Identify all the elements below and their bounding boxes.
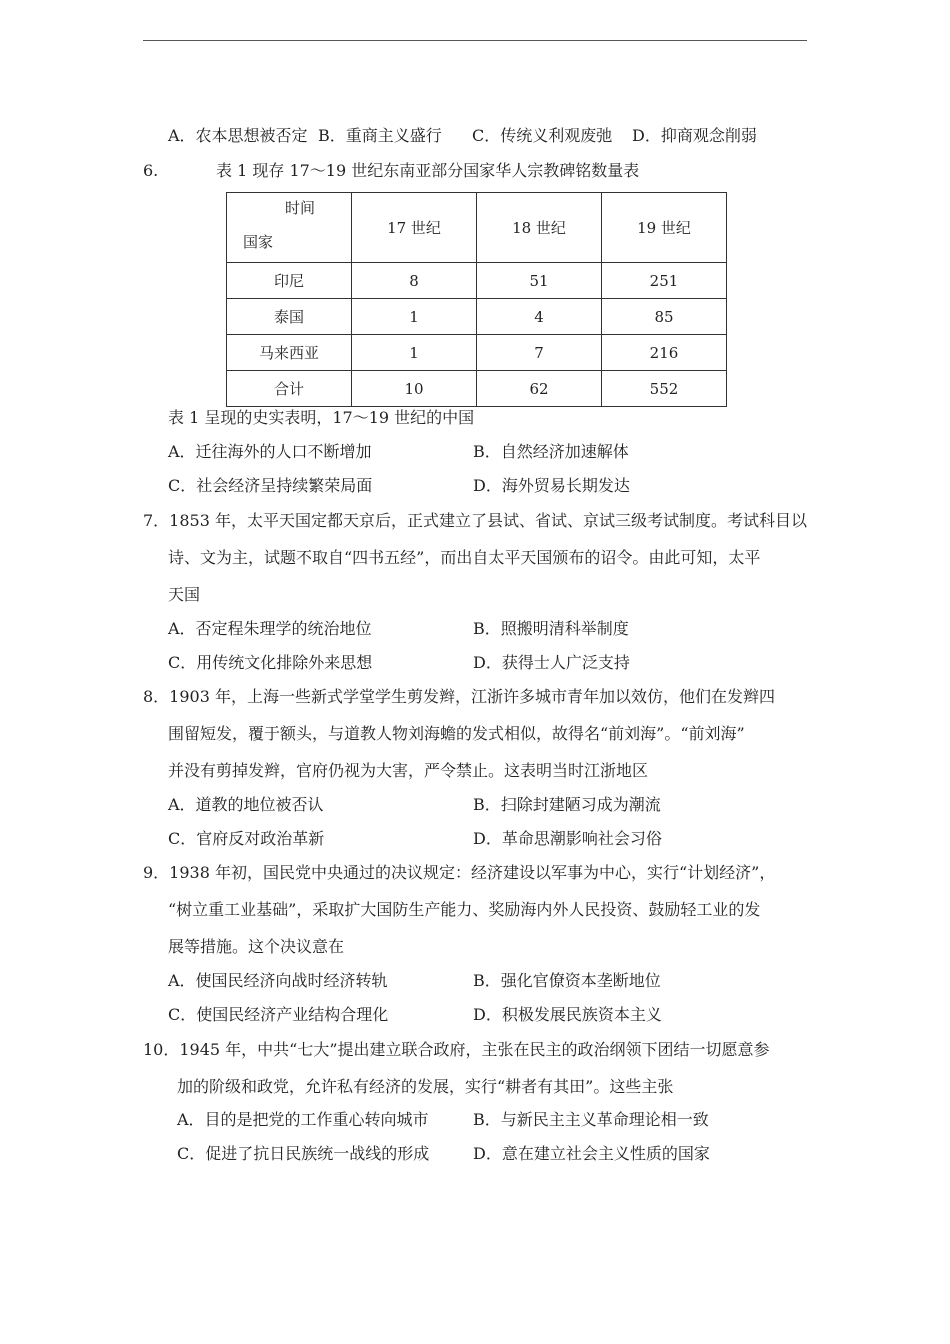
q7-option-c: C．用传统文化排除外来思想 [168, 653, 373, 672]
q8-option-c: C．官府反对政治革新 [168, 829, 325, 848]
q6-option-d: D．海外贸易长期发达 [473, 476, 630, 495]
q9-option-d: D．积极发展民族资本主义 [473, 1005, 662, 1024]
q7-option-a: A．否定程朱理学的统治地位 [168, 619, 372, 638]
q9-option-a: A．使国民经济向战时经济转轨 [168, 971, 388, 990]
q5-option-c: C．传统义利观废弛 [472, 126, 613, 145]
table-row-total [227, 371, 727, 407]
table-cell-country: 合计 [227, 371, 352, 407]
q8-stem-line-3: 并没有剪掉发辫，官府仍视为大害，严令禁止。这表明当时江浙地区 [168, 761, 649, 780]
corner-time-label: 时间 [285, 199, 316, 217]
table-cell: 1 [352, 335, 477, 371]
q7-stem-line-1: 7．1853 年，太平天国定都天京后，正式建立了县试、省试、京试三级考试制度。考试科目以 [143, 511, 807, 530]
q7-option-b: B．照搬明清科举制度 [473, 619, 629, 638]
q5-option-b: B．重商主义盛行 [318, 126, 442, 145]
q10-option-b: B．与新民主主义革命理论相一致 [473, 1110, 709, 1129]
q8-stem-line-1: 8．1903 年，上海一些新式学堂学生剪发辫，江浙许多城市青年加以效仿，他们在发辫四 [143, 687, 775, 706]
q7-stem-line-2: 诗、文为主，试题不取自“四书五经”，而出自太平天国颁布的诏令。由此可知，太平 [168, 548, 761, 567]
q7-option-d: D．获得士人广泛支持 [473, 653, 630, 672]
table-cell-country: 马来西亚 [227, 335, 352, 371]
q9-option-b: B．强化官僚资本垄断地位 [473, 971, 661, 990]
q5-option-a: A．农本思想被否定 [168, 126, 308, 145]
q8-option-a: A．道教的地位被否认 [168, 795, 324, 814]
table-cell: 10 [352, 371, 477, 407]
table-cell: 85 [602, 299, 727, 335]
q10-option-d: D．意在建立社会主义性质的国家 [473, 1144, 710, 1163]
table-row [227, 263, 727, 299]
header-rule [143, 40, 807, 41]
q6-stem: 表 1 呈现的史实表明，17～19 世纪的中国 [168, 408, 475, 427]
table-cell: 51 [477, 263, 602, 299]
table-header-19c: 19 世纪 [602, 193, 727, 263]
q8-option-d: D．革命思潮影响社会习俗 [473, 829, 662, 848]
table-cell: 1 [352, 299, 477, 335]
q9-stem-line-1: 9．1938 年初，国民党中央通过的决议规定：经济建设以军事为中心，实行“计划经济”， [143, 863, 776, 882]
q9-stem-line-2: “树立重工业基础”，采取扩大国防生产能力、奖励海内外人民投资、鼓励轻工业的发 [168, 900, 761, 919]
q10-stem-line-1: 10．1945 年，中共“七大”提出建立联合政府，主张在民主的政治纲领下团结一切愿意参 [143, 1040, 770, 1059]
table-cell: 4 [477, 299, 602, 335]
table-row [227, 335, 727, 371]
q6-table-caption: 表 1 现存 17～19 世纪东南亚部分国家华人宗教碑铭数量表 [216, 161, 640, 180]
q6-option-c: C．社会经济呈持续繁荣局面 [168, 476, 373, 495]
q6-option-a: A．迁往海外的人口不断增加 [168, 442, 372, 461]
table-cell: 62 [477, 371, 602, 407]
q10-stem-line-2: 加的阶级和政党，允许私有经济的发展，实行“耕者有其田”。这些主张 [177, 1077, 674, 1096]
table-cell: 251 [602, 263, 727, 299]
table-cell: 8 [352, 263, 477, 299]
corner-country-label: 国家 [243, 233, 274, 251]
table-cell-country: 泰国 [227, 299, 352, 335]
table-header-18c: 18 世纪 [477, 193, 602, 263]
q5-option-d: D．抑商观念削弱 [632, 126, 757, 145]
q6-number: 6. [143, 161, 159, 180]
q8-stem-line-2: 围留短发，覆于额头，与道教人物刘海蟾的发式相似，故得名“前刘海”。“前刘海” [168, 724, 745, 743]
table-header-17c: 17 世纪 [352, 193, 477, 263]
q9-option-c: C．使国民经济产业结构合理化 [168, 1005, 389, 1024]
q10-option-a: A．目的是把党的工作重心转向城市 [177, 1110, 429, 1129]
table-row [227, 299, 727, 335]
table-cell-country: 印尼 [227, 263, 352, 299]
q9-stem-line-3: 展等措施。这个决议意在 [168, 937, 345, 956]
q6-option-b: B．自然经济加速解体 [473, 442, 629, 461]
table-cell: 7 [477, 335, 602, 371]
q7-stem-line-3: 天国 [168, 585, 201, 604]
table-corner-cell [227, 193, 352, 263]
q10-option-c: C．促进了抗日民族统一战线的形成 [177, 1144, 430, 1163]
q6-data-table [226, 192, 727, 407]
table-cell: 216 [602, 335, 727, 371]
q8-option-b: B．扫除封建陋习成为潮流 [473, 795, 661, 814]
table-cell: 552 [602, 371, 727, 407]
